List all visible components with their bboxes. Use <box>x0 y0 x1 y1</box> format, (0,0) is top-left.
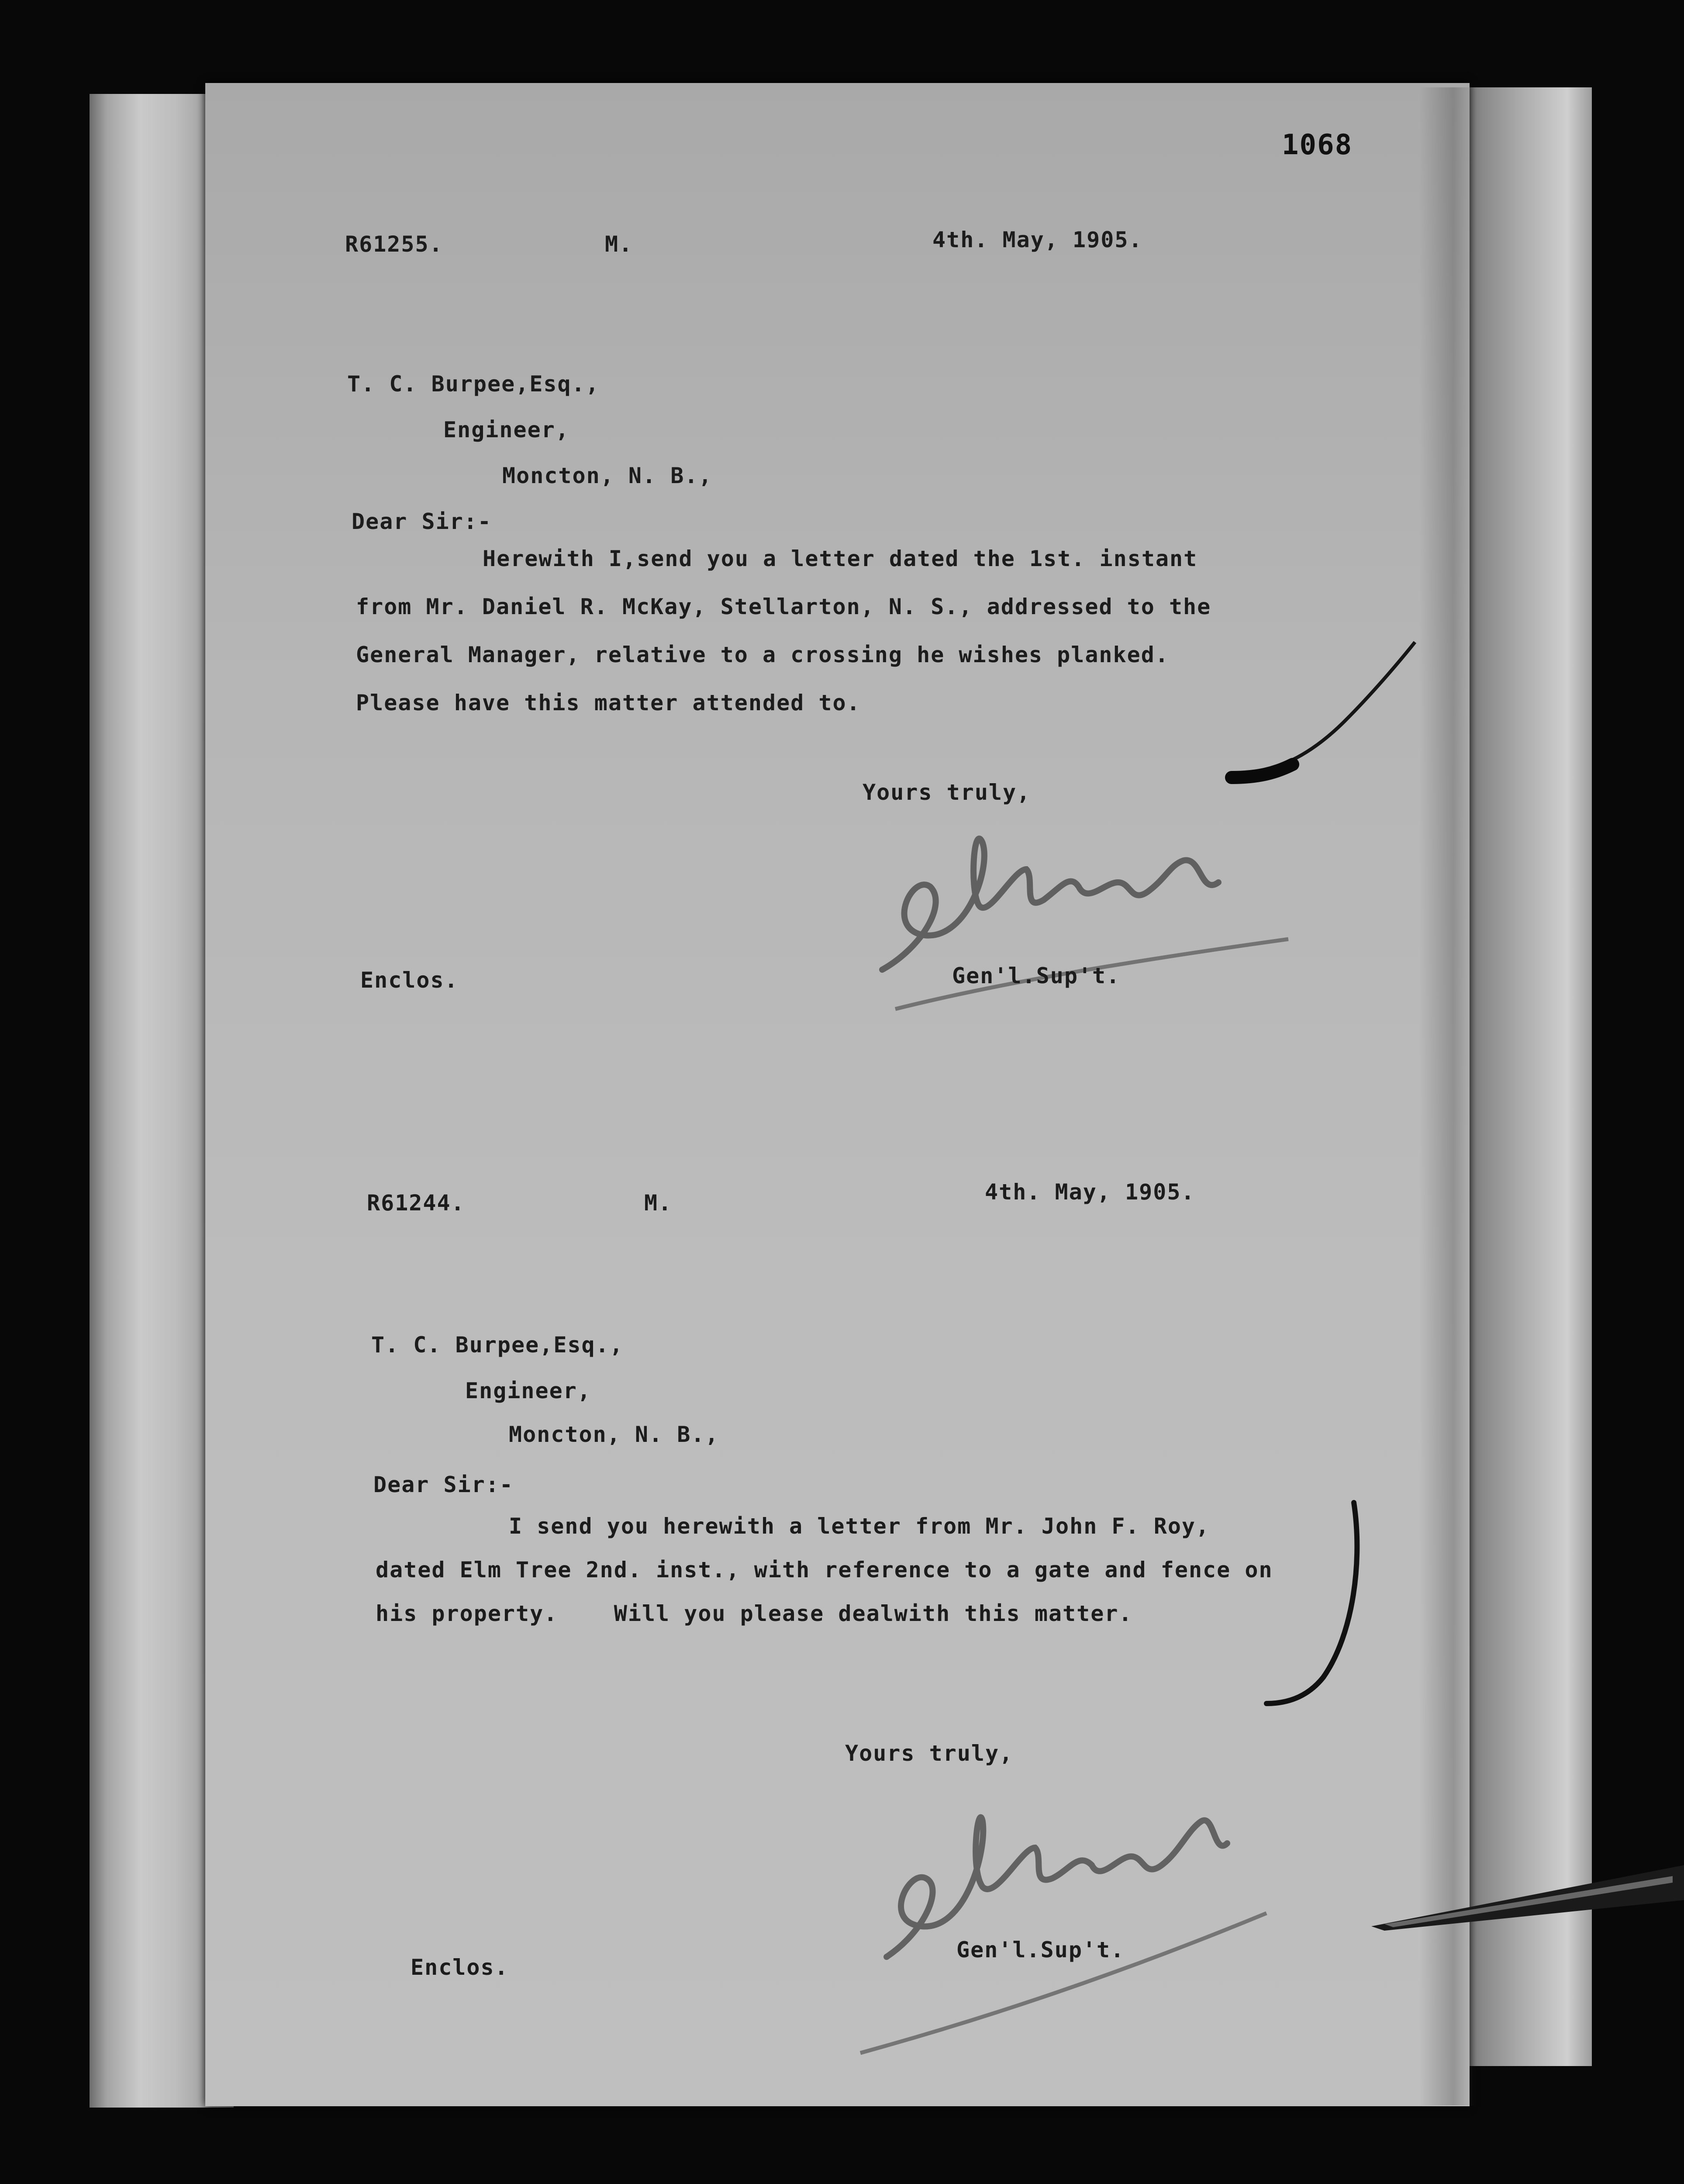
letter2-body-line: I send you herewith a letter from Mr. John F. Roy, <box>509 1514 1210 1539</box>
letter1-salutation: Dear Sir:- <box>352 509 492 534</box>
letter1-body-line: from Mr. Daniel R. McKay, Stellarton, N. S., addressed to the <box>356 594 1211 619</box>
letter1-body-line: General Manager, relative to a crossing he wishes planked. <box>356 642 1169 667</box>
letter1-addressee: T. C. Burpee,Esq., <box>347 371 600 397</box>
right-page-edge <box>1470 87 1592 2066</box>
letter1-body-line: Herewith I,send you a letter dated the 1st. instant <box>483 546 1198 571</box>
page-shadow-edge <box>1419 87 1476 2105</box>
letter1-enclosure: Enclos. <box>360 968 459 993</box>
letter2-initial: M. <box>644 1190 673 1216</box>
letter2-addressee: T. C. Burpee,Esq., <box>371 1332 624 1358</box>
letter1-title: Engineer, <box>443 417 569 442</box>
letter1-closing: Yours truly, <box>863 780 1031 805</box>
letter2-closing: Yours truly, <box>845 1741 1014 1766</box>
ink-stroke-mark <box>1223 633 1432 791</box>
pen-tip <box>1367 1852 1684 1939</box>
letter2-title: Engineer, <box>465 1378 591 1403</box>
letter1-signature-role: Gen'l.Sup't. <box>952 963 1121 988</box>
letter2-ref: R61244. <box>367 1190 465 1216</box>
margin-ink-curve <box>1258 1494 1371 1712</box>
letter1-ref: R61255. <box>345 232 443 257</box>
letter2-body-line: his property. Will you please dealwith this matter. <box>376 1601 1133 1626</box>
letter1-date: 4th. May, 1905. <box>932 227 1143 252</box>
letter1-body-line: Please have this matter attended to. <box>356 690 861 715</box>
letter2-body-line: dated Elm Tree 2nd. inst., with reference to a gate and fence on <box>376 1557 1273 1583</box>
letter2-date: 4th. May, 1905. <box>985 1179 1195 1205</box>
page-number: 1068 <box>1282 129 1353 161</box>
letter2-salutation: Dear Sir:- <box>373 1472 514 1497</box>
letter1-initial: M. <box>605 232 633 257</box>
letter2-signature <box>856 1756 1301 2070</box>
letter2-enclosure: Enclos. <box>411 1955 509 1980</box>
letter2-signature-role: Gen'l.Sup't. <box>956 1937 1125 1963</box>
letter2-place: Moncton, N. B., <box>509 1422 719 1447</box>
letter1-place: Moncton, N. B., <box>502 463 713 488</box>
